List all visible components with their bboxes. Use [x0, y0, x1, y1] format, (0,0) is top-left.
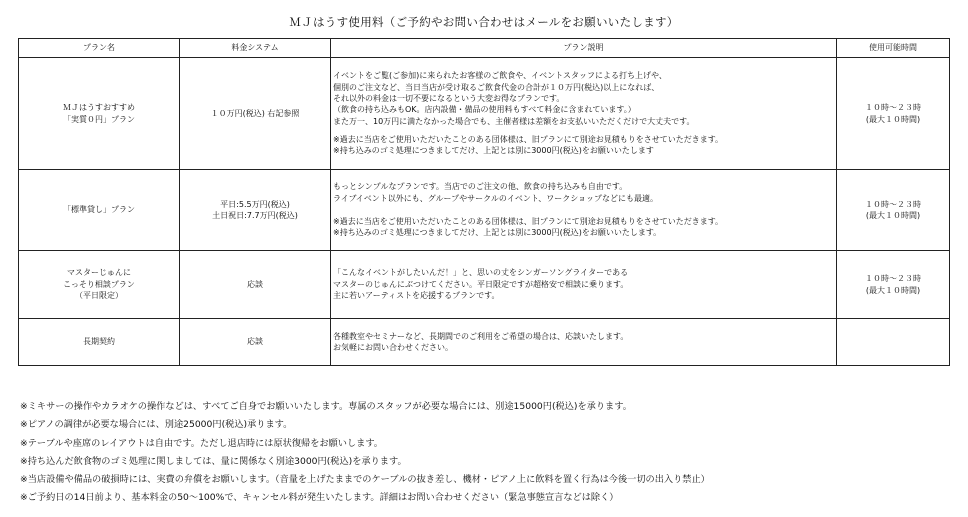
description-line: 個別のご注文など、当日当店が受け取るご飲食代金の合計が１０万円(税込)以上になれば、	[333, 82, 660, 92]
price-cell	[180, 170, 331, 251]
hours-cell	[837, 319, 950, 366]
plan-name-line: 「実質０円」プラン	[63, 114, 135, 124]
description-line: 各種教室やセミナーなど、長期間でのご利用をご希望の場合は、応談いたします。	[333, 331, 629, 341]
header-plan-name: プラン名	[19, 39, 180, 58]
description-note-line: ※過去に当店をご使用いただいたことのある団体様は、旧プランにて別途お見積もりをさせていただきます。	[333, 217, 724, 226]
price-line: 土日祝日:7.7万円(税込)	[212, 211, 298, 220]
description-line: （飲食の持ち込みもOK。店内設備・備品の使用料もすべて料金に含まれています。）	[333, 105, 636, 115]
plan-name-line: ＭＪはうすおすすめ	[62, 103, 136, 113]
page-title: ＭＪはうす使用料（ご予約やお問い合わせはメールをお願いいたします）	[289, 15, 679, 29]
price-line: 平日:5.5万円(税込)	[220, 199, 290, 209]
table-row	[19, 170, 950, 251]
price-line: 応談	[247, 279, 263, 289]
plan-name-line: こっそり相談プラン	[63, 279, 135, 289]
description-note-line: ※持ち込みのゴミ処理につきましてだけ、上記とは別に3000円(税込)をお願いいたします	[333, 146, 654, 156]
price-cell	[180, 319, 331, 366]
description-cell	[331, 251, 837, 319]
table-row	[19, 251, 950, 319]
description-line: 「こんなイベントがしたいんだ！」と、思いの丈をシンガーソングライターである	[333, 268, 629, 278]
note-line: ※持ち込んだ飲食物のゴミ処理に関しましては、量に関係なく別途3000円(税込)を承ります。	[20, 455, 407, 467]
pricing-table	[18, 38, 950, 366]
spacer	[333, 204, 832, 216]
plan-name-line: 長期契約	[83, 337, 115, 347]
description-line: マスターのじゅんにぶつけてください。平日限定ですが超格安で相談に乗ります。	[333, 279, 629, 289]
price-line: 応談	[247, 337, 263, 347]
plan-name-cell	[19, 58, 180, 170]
plan-name-cell	[19, 170, 180, 251]
description-note-line: ※持ち込みのゴミ処理につきましてだけ、上記とは別に3000円(税込)をお願いいたします。	[333, 228, 662, 238]
price-line: １０万円(税込) 右記参照	[210, 108, 300, 118]
plan-name-line: マスターじゅんに	[67, 268, 131, 278]
hours-cell	[837, 170, 950, 251]
description-cell	[331, 319, 837, 366]
description-line: ライブイベント以外にも、グループやサークルのイベント、ワークショップなどにも最適。	[333, 193, 659, 203]
hours-line: (最大１０時間)	[865, 211, 921, 220]
hours-line: １０時～２３時	[865, 274, 921, 284]
hours-line: (最大１０時間)	[865, 285, 921, 295]
description-note-line: ※過去に当店をご使用いただいたことのある団体様は、旧プランにて別途お見積もりをさせていただきます。	[333, 135, 724, 145]
header-available-hours: 使用可能時間	[837, 39, 950, 58]
hours-cell	[837, 58, 950, 170]
description-cell	[331, 170, 837, 251]
note-line: ※ピアノの調律が必要な場合には、別途25000円(税込)承ります。	[20, 419, 293, 431]
table-row	[19, 319, 950, 366]
description-line: もっとシンプルなプランです。当店でのご注文の他、飲食の持ち込みも自由です。	[333, 182, 628, 192]
note-line: ※当店設備や備品の破損時には、実費の弁償をお願いします。（音量を上げたままでのケーブルの抜き差し、機材・ピアノ上に飲料を置く行為は今後一切の出入り禁止）	[20, 474, 710, 486]
spacer	[333, 127, 832, 134]
description-line: また万一、10万円に満たなかった場合でも、主催者様は差額をお支払いいただくだけで大丈夫です。	[333, 116, 695, 126]
description-line: それ以外の料金は一切不要になるという大変お得なプランです。	[333, 93, 565, 103]
hours-line: (最大１０時間)	[865, 114, 921, 124]
description-line: 主に若いアーティストを応援するプランです。	[333, 291, 500, 301]
price-cell	[180, 251, 331, 319]
header-price-system: 料金システム	[180, 39, 331, 58]
plan-name-line: （平日限定）	[75, 291, 123, 301]
note-line: ※ご予約日の14日前より、基本料金の50～100%で、キャンセル料が発生いたします。詳細はお問い合わせください（緊急事態宣言などは除く）	[20, 492, 619, 504]
description-line: イベントをご覧(ご参加)に来られたお客様のご飲食や、イベントスタッフによる打ち上げや、	[333, 71, 667, 81]
notes-section	[20, 398, 710, 508]
table-header-row	[19, 39, 950, 58]
hours-line: １０時～２３時	[865, 199, 921, 209]
description-line: お気軽にお問い合わせください。	[333, 343, 453, 352]
price-cell	[180, 58, 331, 170]
hours-cell	[837, 251, 950, 319]
header-plan-description: プラン説明	[331, 39, 837, 58]
note-line: ※テーブルや座席のレイアウトは自由です。ただし退店時には原状復帰をお願いします。	[20, 437, 383, 449]
hours-line: １０時～２３時	[865, 103, 921, 113]
note-line: ※ミキサーの操作やカラオケの操作などは、すべてご自身でお願いいたします。専属のスタッフが必要な場合には、別途15000円(税込)を承ります。	[20, 401, 632, 412]
description-cell	[331, 58, 837, 170]
plan-name-cell	[19, 251, 180, 319]
plan-name-line: 「標準貸し」プラン	[63, 205, 135, 215]
table-row	[19, 58, 950, 170]
plan-name-cell	[19, 319, 180, 366]
